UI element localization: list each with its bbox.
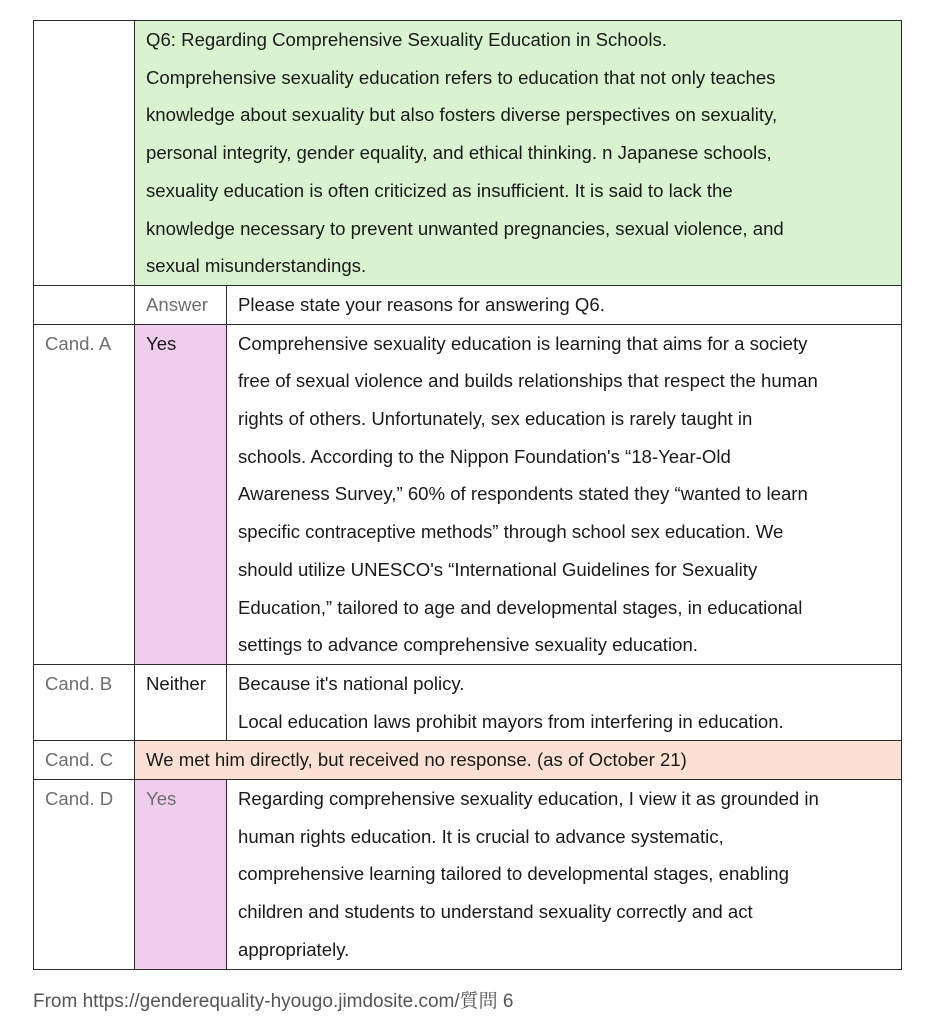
reason-line: Local education laws prohibit mayors from interfering in education.	[238, 710, 784, 732]
candidate-reason	[227, 664, 902, 740]
candidate-name: Cand. D	[34, 780, 135, 970]
reason-line: Regarding comprehensive sexuality education, I view it as grounded in	[238, 788, 819, 810]
reason-line: settings to advance comprehensive sexuality education.	[238, 634, 698, 656]
candidate-reason	[227, 780, 902, 970]
reason-line: specific contraceptive methods” through school sex education. We	[238, 521, 784, 543]
reason-line: Awareness Survey,” 60% of respondents stated they “wanted to learn	[238, 483, 808, 505]
question-text-line: Comprehensive sexuality education refers to education that not only teaches	[146, 66, 776, 88]
survey-table	[33, 20, 902, 970]
reason-line: Comprehensive sexuality education is learning that aims for a society	[238, 332, 808, 354]
candidate-answer: Neither	[135, 664, 227, 740]
question-text-line: knowledge about sexuality but also fosters diverse perspectives on sexuality,	[146, 104, 778, 126]
candidate-name: Cand. B	[34, 664, 135, 740]
question-text-line: sexual misunderstandings.	[146, 255, 367, 277]
candidate-answer: Yes	[135, 780, 227, 970]
reason-header: Please state your reasons for answering Q6.	[227, 285, 902, 324]
candidate-row-a	[34, 324, 902, 664]
reason-line: comprehensive learning tailored to developmental stages, enabling	[238, 863, 789, 885]
candidate-name: Cand. A	[34, 324, 135, 664]
question-cell	[135, 21, 902, 286]
question-empty-cell	[34, 21, 135, 286]
question-text-line: sexuality education is often criticized as insufficient. It is said to lack the	[146, 179, 733, 201]
reason-line: appropriately.	[238, 938, 350, 960]
candidate-row-b	[34, 664, 902, 740]
question-row	[34, 21, 902, 286]
question-text-line: knowledge necessary to prevent unwanted pregnancies, sexual violence, and	[146, 217, 784, 239]
reason-line: children and students to understand sexuality correctly and act	[238, 901, 753, 923]
candidate-name: Cand. C	[34, 741, 135, 780]
reason-line: rights of others. Unfortunately, sex education is rarely taught in	[238, 408, 753, 430]
header-empty-cell	[34, 285, 135, 324]
reason-line: schools. According to the Nippon Foundation's “18-Year-Old	[238, 445, 731, 467]
candidate-reason	[227, 324, 902, 664]
reason-line: human rights education. It is crucial to advance systematic,	[238, 825, 724, 847]
source-caption: From https://genderequality-hyougo.jimdosite.com/質問 6	[33, 991, 514, 1012]
header-row	[34, 285, 902, 324]
candidate-answer: Yes	[135, 324, 227, 664]
answer-header: Answer	[135, 285, 227, 324]
reason-line: Education,” tailored to age and developmental stages, in educational	[238, 596, 803, 618]
question-text-line: personal integrity, gender equality, and ethical thinking. n Japanese schools,	[146, 142, 772, 164]
candidate-row-d	[34, 780, 902, 970]
no-response-note: We met him directly, but received no response. (as of October 21)	[135, 741, 902, 780]
question-title: Q6: Regarding Comprehensive Sexuality Education in Schools.	[146, 29, 667, 50]
reason-line: should utilize UNESCO's “International Guidelines for Sexuality	[238, 558, 758, 580]
candidate-row-c	[34, 741, 902, 780]
reason-line: Because it's national policy.	[238, 672, 465, 694]
reason-line: free of sexual violence and builds relationships that respect the human	[238, 370, 818, 392]
